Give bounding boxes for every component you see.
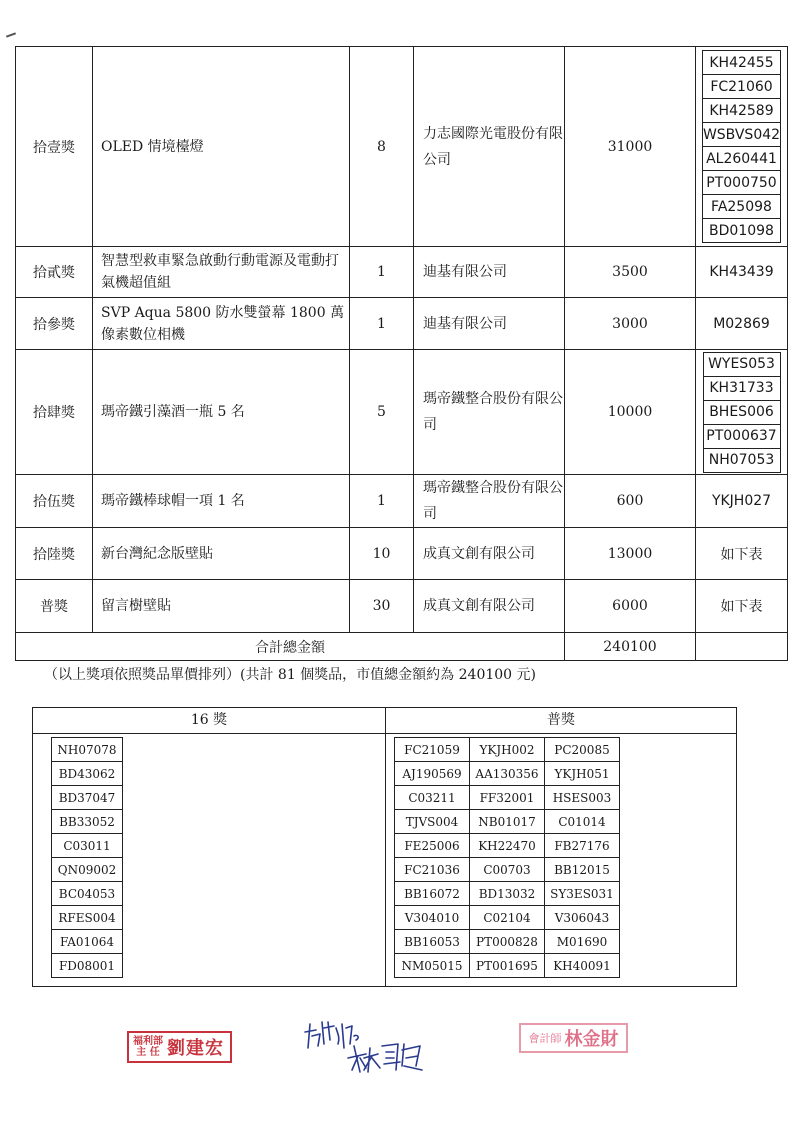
- list-item: NH07078: [52, 738, 123, 762]
- prize-rank: 拾肆獎: [16, 350, 93, 475]
- code-list: [703, 352, 781, 473]
- prize-item: 新台灣紀念版壁貼: [93, 528, 350, 580]
- code-list: [702, 50, 781, 243]
- list-item: KH40091: [545, 954, 620, 978]
- list-item: FE25006: [395, 834, 470, 858]
- listnorm-table: [394, 737, 620, 978]
- list-item: M01690: [545, 930, 620, 954]
- director-stamp: [127, 1031, 232, 1063]
- code-cell: WYES053: [703, 352, 780, 376]
- list-item: BB33052: [52, 810, 123, 834]
- list-item: QN09002: [52, 858, 123, 882]
- list-item: FC21059: [395, 738, 470, 762]
- list-item: BB12015: [545, 858, 620, 882]
- list-item: TJVS004: [395, 810, 470, 834]
- list-item: HSES003: [545, 786, 620, 810]
- list-item: AA130356: [470, 762, 545, 786]
- list-item: FB27176: [545, 834, 620, 858]
- total-amount: 240100: [565, 633, 696, 661]
- prize-vendor: 瑪帝鐵整合股份有限公司: [414, 475, 565, 528]
- code-cell: WSBVS042: [702, 123, 780, 147]
- prize-item: 瑪帝鐵棒球帽一項 1 名: [93, 475, 350, 528]
- prize-item: 瑪帝鐵引藻酒一瓶 5 名: [93, 350, 350, 475]
- stamp-title: [129, 1036, 167, 1058]
- total-row: [16, 633, 788, 661]
- prize-code: 如下表: [696, 528, 788, 580]
- prize-price: 6000: [565, 580, 696, 633]
- prize-price: 600: [565, 475, 696, 528]
- stamp-role: 主 任: [136, 1047, 160, 1058]
- scan-mark: [6, 32, 16, 37]
- total-empty: [696, 633, 788, 661]
- prize-rank: 拾參獎: [16, 298, 93, 350]
- code-cell: NH07053: [703, 448, 780, 472]
- prize-qty: 8: [350, 47, 414, 247]
- prize-price: 3500: [565, 247, 696, 298]
- list-item: FD08001: [52, 954, 123, 978]
- list-item: V304010: [395, 906, 470, 930]
- prize-code: 如下表: [696, 580, 788, 633]
- prize-item: 留言樹壁貼: [93, 580, 350, 633]
- stamp-name: 劉建宏: [167, 1038, 224, 1059]
- stamp-dept: 福利部: [133, 1036, 163, 1047]
- prize-qty: 1: [350, 475, 414, 528]
- list-item: NB01017: [470, 810, 545, 834]
- stamp-title: 會計師: [528, 1032, 562, 1045]
- prize-price: 3000: [565, 298, 696, 350]
- prize-qty: 1: [350, 247, 414, 298]
- prize-vendor: 成真文創有限公司: [414, 580, 565, 633]
- list-item: NM05015: [395, 954, 470, 978]
- lawyer-signature: [302, 1014, 432, 1074]
- accountant-stamp: [519, 1023, 628, 1053]
- summary-note: （以上獎項依照獎品單價排列）(共計 81 個獎品，市值總金額約為 240100 元): [44, 667, 536, 683]
- prize-item: SVP Aqua 5800 防水雙螢幕 1800 萬像素數位相機: [93, 298, 350, 350]
- list-item: YKJH002: [470, 738, 545, 762]
- list-item: C00703: [470, 858, 545, 882]
- list-item: AJ190569: [395, 762, 470, 786]
- prize-rank: 拾伍獎: [16, 475, 93, 528]
- prize-item: 智慧型救車緊急啟動行動電源及電動打氣機超值組: [93, 247, 350, 298]
- prize-rank: 普獎: [16, 580, 93, 633]
- code-lists: [32, 707, 737, 987]
- list-item: C02104: [470, 906, 545, 930]
- list-item: PT000828: [470, 930, 545, 954]
- prize-table: [15, 46, 788, 661]
- list-item: PC20085: [545, 738, 620, 762]
- divider: [385, 733, 386, 986]
- prize-vendor: 瑪帝鐵整合股份有限公司: [414, 350, 565, 475]
- list-item: C03011: [52, 834, 123, 858]
- prize-qty: 1: [350, 298, 414, 350]
- prize-vendor: 迪基有限公司: [414, 247, 565, 298]
- code-cell: FA25098: [702, 195, 780, 219]
- code-cell: KH31733: [703, 376, 780, 400]
- list-item: V306043: [545, 906, 620, 930]
- total-label: 合計總金額: [16, 633, 565, 661]
- list-item: BD43062: [52, 762, 123, 786]
- list-item: FC21036: [395, 858, 470, 882]
- prize-qty: 5: [350, 350, 414, 475]
- code-cell: KH42455: [702, 51, 780, 75]
- prize-price: 13000: [565, 528, 696, 580]
- prize-item: OLED 情境檯燈: [93, 47, 350, 247]
- prize-codes: [696, 47, 788, 247]
- list-item: BD13032: [470, 882, 545, 906]
- prize-rank: 拾貳獎: [16, 247, 93, 298]
- table-row: [16, 580, 788, 633]
- prize-code: YKJH027: [696, 475, 788, 528]
- list-item: C01014: [545, 810, 620, 834]
- prize-rank: 拾陸獎: [16, 528, 93, 580]
- prize-codes: [696, 350, 788, 475]
- prize-vendor: 成真文創有限公司: [414, 528, 565, 580]
- stamp-name: 林金財: [564, 1029, 619, 1050]
- table-row: [16, 475, 788, 528]
- list-item: RFES004: [52, 906, 123, 930]
- code-cell: PT000637: [703, 424, 780, 448]
- list-item: BB16072: [395, 882, 470, 906]
- prize-code: KH43439: [696, 247, 788, 298]
- prize-rank: 拾壹獎: [16, 47, 93, 247]
- list-item: KH22470: [470, 834, 545, 858]
- prize-vendor: 迪基有限公司: [414, 298, 565, 350]
- prize-vendor: 力志國際光電股份有限公司: [414, 47, 565, 247]
- list-item: FF32001: [470, 786, 545, 810]
- prize-qty: 30: [350, 580, 414, 633]
- code-cell: AL260441: [702, 147, 780, 171]
- prize-qty: 10: [350, 528, 414, 580]
- table-row: [16, 47, 788, 247]
- list16-table: [51, 737, 123, 978]
- code-cell: FC21060: [702, 75, 780, 99]
- list-item: YKJH051: [545, 762, 620, 786]
- list-item: PT001695: [470, 954, 545, 978]
- prize-price: 10000: [565, 350, 696, 475]
- table-row: [16, 247, 788, 298]
- list-item: SY3ES031: [545, 882, 620, 906]
- list-item: BD37047: [52, 786, 123, 810]
- code-cell: BD01098: [702, 219, 780, 243]
- prize-price: 31000: [565, 47, 696, 247]
- table-row: [16, 350, 788, 475]
- code-cell: BHES006: [703, 400, 780, 424]
- listnorm-title: 普獎: [386, 708, 736, 734]
- table-row: [16, 528, 788, 580]
- code-cell: PT000750: [702, 171, 780, 195]
- list-item: BC04053: [52, 882, 123, 906]
- code-cell: KH42589: [702, 99, 780, 123]
- list-item: FA01064: [52, 930, 123, 954]
- list16-title: 16 獎: [33, 708, 386, 734]
- list-item: C03211: [395, 786, 470, 810]
- list-item: BB16053: [395, 930, 470, 954]
- table-row: [16, 298, 788, 350]
- prize-code: M02869: [696, 298, 788, 350]
